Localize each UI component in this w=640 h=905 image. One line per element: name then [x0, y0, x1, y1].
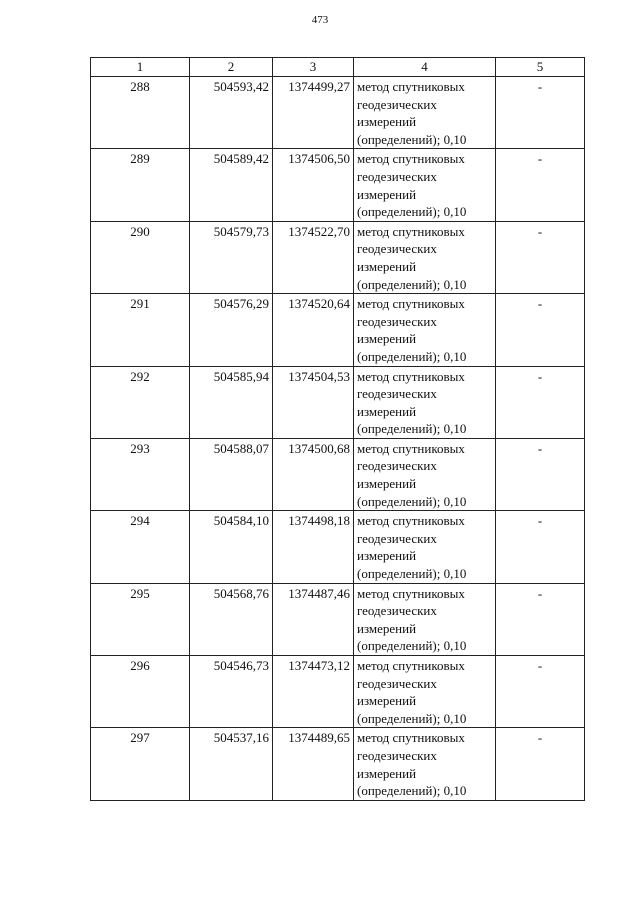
method-line: измерений [357, 114, 417, 130]
method-line: метод спутниковых [357, 223, 465, 239]
method-line: геодезических [357, 96, 437, 112]
note-cell: - [496, 221, 585, 293]
table-row [91, 511, 585, 583]
header-col-1: 1 [91, 58, 190, 77]
y-coordinate-cell: 1374487,46 [273, 583, 354, 655]
x-coordinate-cell: 504588,07 [190, 438, 273, 510]
x-coordinate-cell: 504537,16 [190, 728, 273, 800]
point-number-cell: 290 [91, 221, 190, 293]
table-row [91, 77, 585, 149]
method-line: метод спутниковых [357, 658, 465, 673]
method-line: метод спутниковых [357, 79, 465, 94]
method-cell [354, 77, 496, 149]
method-line: метод спутниковых [357, 151, 465, 167]
table-row [91, 221, 585, 293]
table-header [91, 58, 585, 77]
y-coordinate-cell: 1374498,18 [273, 511, 354, 583]
table-row [91, 728, 585, 800]
note-cell: - [496, 149, 585, 221]
method-line: геодезических [357, 458, 437, 474]
method-line: геодезических [357, 603, 437, 619]
coordinates-table [90, 57, 585, 801]
point-number-cell: 291 [91, 294, 190, 366]
method-line: метод спутниковых [357, 730, 465, 746]
method-line: геодезических [357, 386, 437, 402]
note-cell: - [496, 656, 585, 728]
table-body [91, 77, 585, 801]
x-coordinate-cell: 504593,42 [190, 77, 273, 149]
point-number-cell: 295 [91, 583, 190, 655]
method-line: (определений); 0,10 [357, 566, 467, 582]
method-line: метод спутниковых [357, 585, 465, 601]
y-coordinate-cell: 1374473,12 [273, 656, 354, 728]
x-coordinate-cell: 504546,73 [190, 656, 273, 728]
method-line: измерений [357, 258, 417, 274]
method-line: геодезических [357, 675, 437, 691]
method-line: измерений [357, 620, 417, 636]
y-coordinate-cell: 1374499,27 [273, 77, 354, 149]
header-col-2: 2 [190, 58, 273, 77]
method-line: геодезических [357, 241, 437, 257]
y-coordinate-cell: 1374504,53 [273, 366, 354, 438]
point-number-cell: 293 [91, 438, 190, 510]
x-coordinate-cell: 504584,10 [190, 511, 273, 583]
method-line: измерений [357, 765, 417, 781]
method-line: измерений [357, 403, 417, 419]
method-line: метод спутниковых [357, 368, 465, 384]
note-cell: - [496, 294, 585, 366]
point-number-cell: 292 [91, 366, 190, 438]
note-cell: - [496, 728, 585, 800]
method-line: измерений [357, 331, 417, 347]
method-cell [354, 366, 496, 438]
method-line: метод спутниковых [357, 440, 465, 456]
point-number-cell: 288 [91, 77, 190, 149]
method-line: измерений [357, 693, 417, 709]
method-line: геодезических [357, 747, 437, 763]
note-cell: - [496, 77, 585, 149]
method-cell [354, 221, 496, 293]
table-row [91, 656, 585, 728]
method-line: измерений [357, 186, 417, 202]
y-coordinate-cell: 1374489,65 [273, 728, 354, 800]
method-line: измерений [357, 548, 417, 564]
table-row [91, 438, 585, 510]
method-line: метод спутниковых [357, 513, 465, 529]
method-cell [354, 149, 496, 221]
method-cell [354, 294, 496, 366]
method-line: измерений [357, 476, 417, 492]
point-number-cell: 289 [91, 149, 190, 221]
method-line: геодезических [357, 168, 437, 184]
method-line: геодезических [357, 530, 437, 546]
method-cell [354, 438, 496, 510]
method-cell [354, 583, 496, 655]
method-line: (определений); 0,10 [357, 638, 467, 654]
method-line: (определений); 0,10 [357, 421, 467, 437]
method-line: (определений); 0,10 [357, 131, 467, 147]
page-number: 473 [311, 14, 329, 26]
header-row [91, 58, 585, 77]
method-line: (определений); 0,10 [357, 710, 467, 726]
method-line: (определений); 0,10 [357, 783, 467, 799]
table-row [91, 149, 585, 221]
method-line: геодезических [357, 313, 437, 329]
y-coordinate-cell: 1374522,70 [273, 221, 354, 293]
method-cell [354, 511, 496, 583]
x-coordinate-cell: 504589,42 [190, 149, 273, 221]
y-coordinate-cell: 1374500,68 [273, 438, 354, 510]
note-cell: - [496, 583, 585, 655]
table-row [91, 294, 585, 366]
note-cell: - [496, 366, 585, 438]
header-col-4: 4 [354, 58, 496, 77]
x-coordinate-cell: 504579,73 [190, 221, 273, 293]
x-coordinate-cell: 504576,29 [190, 294, 273, 366]
note-cell: - [496, 438, 585, 510]
x-coordinate-cell: 504585,94 [190, 366, 273, 438]
method-line: (определений); 0,10 [357, 348, 467, 364]
header-col-3: 3 [273, 58, 354, 77]
method-line: метод спутниковых [357, 296, 465, 312]
method-cell [354, 656, 496, 728]
y-coordinate-cell: 1374506,50 [273, 149, 354, 221]
note-cell: - [496, 511, 585, 583]
header-col-5: 5 [496, 58, 585, 77]
point-number-cell: 296 [91, 656, 190, 728]
method-line: (определений); 0,10 [357, 276, 467, 292]
y-coordinate-cell: 1374520,64 [273, 294, 354, 366]
table-row [91, 583, 585, 655]
point-number-cell: 294 [91, 511, 190, 583]
method-line: (определений); 0,10 [357, 204, 467, 220]
table-row [91, 366, 585, 438]
point-number-cell: 297 [91, 728, 190, 800]
method-line: (определений); 0,10 [357, 493, 467, 509]
x-coordinate-cell: 504568,76 [190, 583, 273, 655]
method-cell [354, 728, 496, 800]
